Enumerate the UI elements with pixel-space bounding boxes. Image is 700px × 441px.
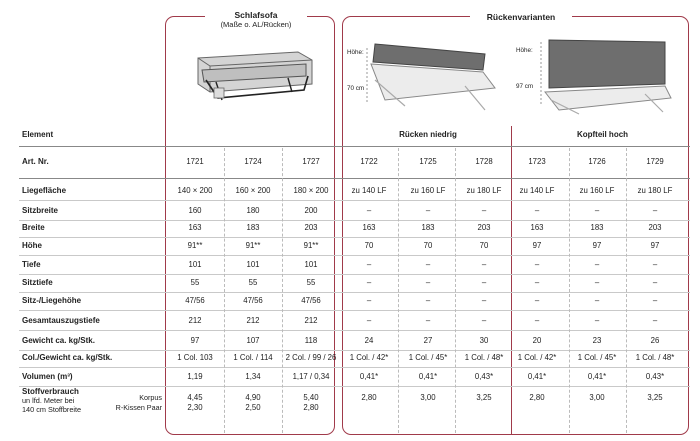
stoff-kissen-cell: 2,50 (245, 403, 261, 412)
table-cell: – (652, 278, 658, 287)
table-cell: – (534, 206, 540, 215)
table-cell: – (366, 278, 372, 287)
table-cell: 1724 (244, 157, 262, 166)
row-rule (19, 274, 690, 275)
row-rule (19, 310, 690, 311)
table-cell: – (594, 296, 600, 305)
table-cell: 101 (304, 260, 318, 269)
row-label: Tiefe (22, 260, 41, 269)
table-cell: 97 (532, 241, 542, 250)
table-cell: 1721 (186, 157, 204, 166)
table-cell: 97 (592, 241, 602, 250)
row-rule (19, 237, 690, 238)
table-cell: 1,17 / 0,34 (292, 372, 330, 381)
table-cell: 47/56 (185, 296, 205, 305)
table-cell: 1726 (588, 157, 606, 166)
stoff-korpus-cell: 3,00 (420, 393, 436, 402)
hoehe-label-b: Höhe: (516, 47, 533, 54)
schlafsofa-subtitle: (Maße o. AL/Rücken) (220, 20, 292, 29)
table-cell: 0,43* (645, 372, 665, 381)
row-label: Col./Gewicht ca. kg/Stk. (22, 353, 113, 362)
kopfteil-hoch-header: Kopfteil hoch (576, 130, 629, 139)
stoffverbrauch-label (22, 387, 81, 414)
table-cell: – (652, 206, 658, 215)
table-cell: 91** (245, 241, 261, 250)
table-cell: – (534, 278, 540, 287)
table-cell: – (481, 316, 487, 325)
table-cell: zu 180 LF (637, 186, 673, 195)
element-label: Element (22, 130, 54, 139)
column-divider (569, 148, 570, 433)
table-cell: 97 (190, 336, 200, 345)
table-cell: – (534, 260, 540, 269)
table-cell: – (652, 316, 658, 325)
hoehe-value-b: 97 cm (516, 83, 534, 90)
row-label: Höhe (22, 241, 42, 250)
table-cell: 1 Col. 103 (177, 353, 213, 362)
table-cell: 24 (364, 336, 374, 345)
table-cell: – (652, 296, 658, 305)
table-cell: 55 (248, 278, 258, 287)
table-cell: 180 (246, 206, 260, 215)
table-cell: 212 (304, 316, 318, 325)
row-label: Volumen (m³) (22, 372, 73, 381)
table-cell: 55 (306, 278, 316, 287)
ruecken-title: Rückenvarianten (470, 12, 572, 22)
table-cell: – (594, 278, 600, 287)
table-cell: 91** (303, 241, 319, 250)
table-cell: 1,19 (187, 372, 203, 381)
table-cell: – (534, 296, 540, 305)
table-cell: 163 (530, 223, 544, 232)
table-cell: – (425, 296, 431, 305)
table-cell: 203 (648, 223, 662, 232)
stoff-korpus-cell: 4,90 (245, 393, 261, 402)
table-cell: zu 140 LF (519, 186, 555, 195)
row-rule (19, 367, 690, 368)
table-cell: 160 (188, 206, 202, 215)
table-cell: 203 (477, 223, 491, 232)
table-cell: – (481, 278, 487, 287)
table-cell: 200 (304, 206, 318, 215)
korpus-label: Korpus (139, 393, 162, 402)
column-divider (455, 148, 456, 433)
table-cell: 183 (421, 223, 435, 232)
table-cell: 1 Col. / 48* (464, 353, 504, 362)
table-cell: 118 (304, 336, 318, 345)
stoff-korpus-cell: 3,25 (476, 393, 492, 402)
row-label: Art. Nr. (22, 157, 49, 166)
table-cell: 1 Col. / 48* (635, 353, 675, 362)
stoff-korpus-cell: 4,45 (187, 393, 203, 402)
table-cell: 160 × 200 (235, 186, 271, 195)
table-cell: 1 Col. / 45* (577, 353, 617, 362)
table-cell: 212 (188, 316, 202, 325)
table-cell: zu 160 LF (579, 186, 615, 195)
table-cell: 101 (188, 260, 202, 269)
row-label: Liegefläche (22, 186, 67, 195)
table-cell: – (594, 316, 600, 325)
table-cell: 1 Col. / 114 (233, 353, 273, 362)
table-cell: 1 Col. / 42* (349, 353, 389, 362)
column-divider (626, 148, 627, 433)
table-cell: 0,41* (527, 372, 547, 381)
rule-header (19, 146, 690, 147)
table-cell: 0,41* (418, 372, 438, 381)
table-cell: 183 (590, 223, 604, 232)
table-cell: – (366, 316, 372, 325)
table-cell: 91** (187, 241, 203, 250)
table-cell: 70 (364, 241, 374, 250)
ruecken-niedrig-header: Rücken niedrig (399, 130, 457, 139)
row-rule (19, 200, 690, 201)
table-cell: 1725 (419, 157, 437, 166)
table-cell: 70 (423, 241, 433, 250)
stoff-line2: un lfd. Meter bei (22, 396, 75, 405)
table-cell: – (594, 260, 600, 269)
table-cell: 1 Col. / 42* (517, 353, 557, 362)
row-label: Gesamtauszugstiefe (22, 316, 100, 325)
table-cell: 1722 (360, 157, 378, 166)
table-cell: 107 (246, 336, 260, 345)
hoehe-label-a: Höhe: (347, 49, 364, 56)
schlafsofa-illustration (188, 40, 318, 108)
table-cell: 47/56 (301, 296, 321, 305)
table-cell: – (594, 206, 600, 215)
table-cell: 20 (532, 336, 542, 345)
table-cell: 97 (650, 241, 660, 250)
table-cell: 30 (479, 336, 489, 345)
table-cell: 163 (362, 223, 376, 232)
table-cell: 163 (188, 223, 202, 232)
kissen-label: R-Kissen Paar (115, 403, 162, 412)
table-cell: – (425, 206, 431, 215)
stoff-korpus-cell: 5,40 (303, 393, 319, 402)
table-cell: 1727 (302, 157, 320, 166)
table-cell: 203 (304, 223, 318, 232)
table-cell: 27 (423, 336, 433, 345)
table-cell: 23 (592, 336, 602, 345)
table-cell: – (481, 206, 487, 215)
table-cell: zu 160 LF (410, 186, 446, 195)
row-rule (19, 255, 690, 256)
column-divider (224, 148, 225, 433)
row-label: Breite (22, 223, 45, 232)
table-cell: – (481, 296, 487, 305)
table-cell: 212 (246, 316, 260, 325)
table-cell: 101 (246, 260, 260, 269)
table-cell: 0,43* (474, 372, 494, 381)
row-rule (19, 386, 690, 387)
row-rule (19, 292, 690, 293)
row-label: Sitz-/Liegehöhe (22, 296, 82, 305)
rule-art (19, 178, 690, 179)
table-cell: 47/56 (243, 296, 263, 305)
table-cell: 26 (650, 336, 660, 345)
row-label: Gewicht ca. kg/Stk. (22, 336, 95, 345)
table-cell: 140 × 200 (177, 186, 213, 195)
stoff-korpus-cell: 2,80 (529, 393, 545, 402)
table-cell: zu 180 LF (466, 186, 502, 195)
column-divider (282, 148, 283, 433)
table-cell: 1 Col. / 45* (408, 353, 448, 362)
stoff-line3: 140 cm Stoffbreite (22, 405, 82, 414)
row-rule (19, 330, 690, 331)
table-cell: – (425, 260, 431, 269)
row-label: Sitzbreite (22, 206, 59, 215)
table-cell: – (481, 260, 487, 269)
table-cell: – (425, 278, 431, 287)
stoff-kissen-cell: 2,80 (303, 403, 319, 412)
schlafsofa-title (205, 10, 307, 30)
stoff-korpus-cell: 3,00 (589, 393, 605, 402)
table-cell: – (366, 206, 372, 215)
hoehe-value-a: 70 cm (347, 85, 365, 92)
table-cell: – (366, 260, 372, 269)
table-cell: – (425, 316, 431, 325)
table-cell: 183 (246, 223, 260, 232)
table-cell: 0,41* (359, 372, 379, 381)
table-cell: 1,34 (245, 372, 261, 381)
table-cell: 1728 (475, 157, 493, 166)
stoff-title: Stoffverbrauch (22, 387, 79, 396)
row-rule (19, 350, 690, 351)
table-cell: – (652, 260, 658, 269)
table-cell: 55 (190, 278, 200, 287)
stoff-kissen-cell: 2,30 (187, 403, 203, 412)
stoff-korpus-cell: 3,25 (647, 393, 663, 402)
row-label: Sitztiefe (22, 278, 53, 287)
schlafsofa-title-text: Schlafsofa (234, 10, 278, 20)
table-cell: 70 (479, 241, 489, 250)
table-cell: 0,41* (587, 372, 607, 381)
stoff-korpus-cell: 2,80 (361, 393, 377, 402)
table-cell: 2 Col. / 99 / 26 (285, 353, 337, 362)
table-cell: 1729 (646, 157, 664, 166)
table-cell: 180 × 200 (293, 186, 329, 195)
column-divider (398, 148, 399, 433)
table-cell: zu 140 LF (351, 186, 387, 195)
table-cell: – (534, 316, 540, 325)
row-rule (19, 220, 690, 221)
table-cell: 1723 (528, 157, 546, 166)
table-cell: – (366, 296, 372, 305)
